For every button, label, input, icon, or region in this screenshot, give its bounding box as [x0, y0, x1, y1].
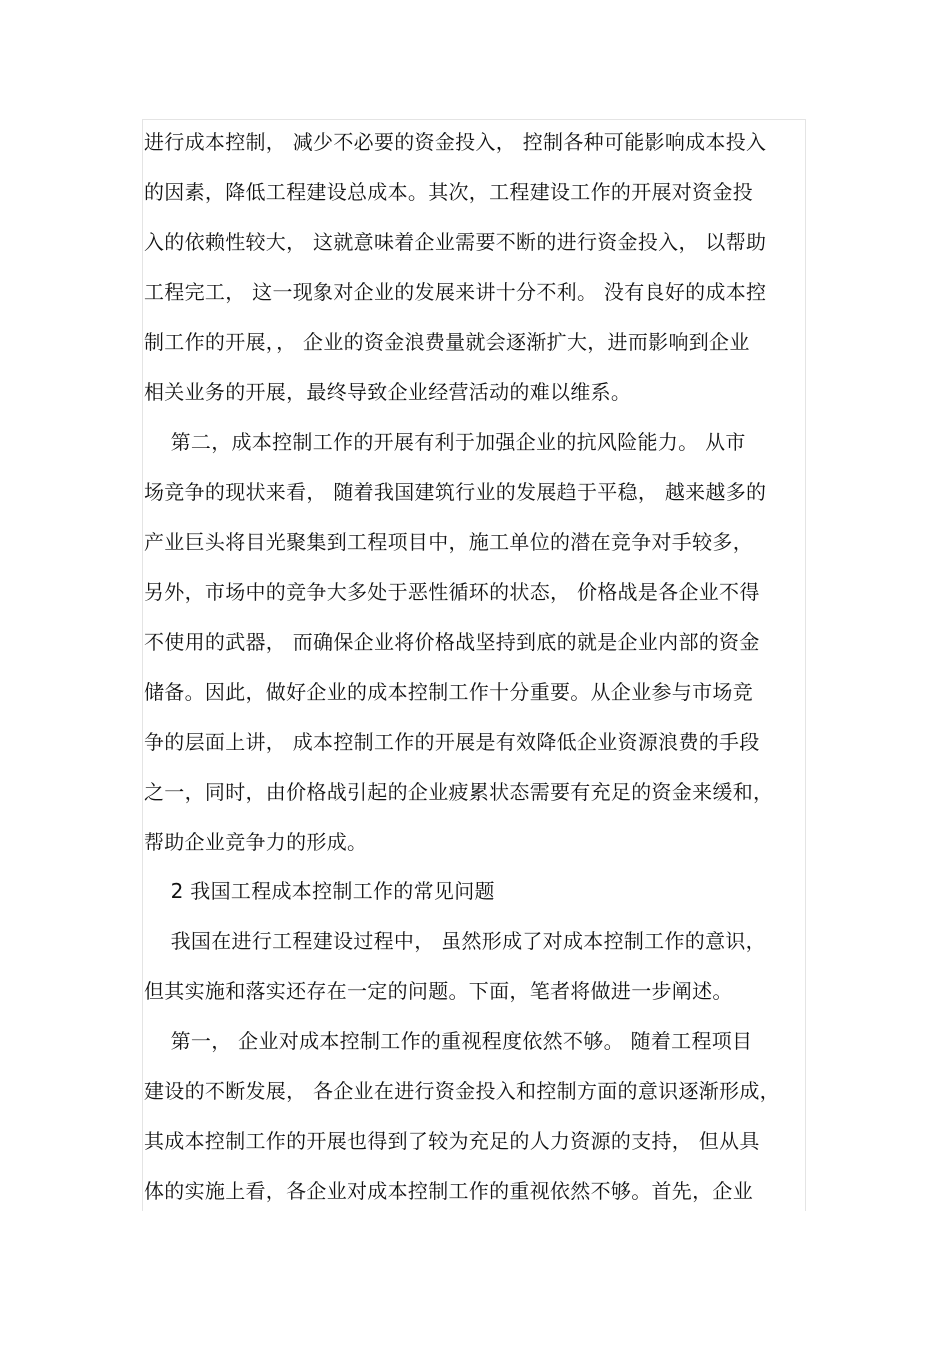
- text-line: 但其实施和落实还存在一定的问题。下面，笔者将做进一步阐述。: [144, 979, 733, 1003]
- text-line: 帮助企业竞争力的形成。: [144, 830, 368, 854]
- text-line: 建设的不断发展， 各企业在进行资金投入和控制方面的意识逐渐形成，: [144, 1079, 780, 1103]
- text-line: 第一， 企业对成本控制工作的重视程度依然不够。 随着工程项目: [144, 1029, 753, 1053]
- text-line: 工程完工， 这一现象对企业的发展来讲十分不利。 没有良好的成本控: [144, 280, 767, 304]
- text-line: 体的实施上看，各企业对成本控制工作的重视依然不够。首先，企业: [144, 1179, 753, 1203]
- text-line: 之一，同时，由价格战引起的企业疲累状态需要有充足的资金来缓和，: [144, 780, 774, 804]
- text-line: 制工作的开展，， 企业的资金浪费量就会逐渐扩大，进而影响到企业: [144, 330, 750, 354]
- text-line: 不使用的武器， 而确保企业将价格战坚持到底的就是企业内部的资金: [144, 630, 760, 654]
- text-line: 其成本控制工作的开展也得到了较为充足的人力资源的支持， 但从具: [144, 1129, 760, 1153]
- text-line: 入的依赖性较大， 这就意味着企业需要不断的进行资金投入， 以帮助: [144, 230, 767, 254]
- text-line: 的因素，降低工程建设总成本。其次，工程建设工作的开展对资金投: [144, 180, 753, 204]
- text-line: 相关业务的开展，最终导致企业经营活动的难以维系。: [144, 380, 632, 404]
- text-line: 第二，成本控制工作的开展有利于加强企业的抗风险能力。 从市: [144, 430, 746, 454]
- text-line: 场竞争的现状来看， 随着我国建筑行业的发展趋于平稳， 越来越多的: [144, 480, 767, 504]
- text-line: 进行成本控制， 减少不必要的资金投入， 控制各种可能影响成本投入: [144, 130, 767, 154]
- section-heading: 2 我国工程成本控制工作的常见问题: [144, 879, 495, 903]
- text-line: 储备。因此，做好企业的成本控制工作十分重要。从企业参与市场竞: [144, 680, 753, 704]
- text-line: 争的层面上讲， 成本控制工作的开展是有效降低企业资源浪费的手段: [144, 730, 760, 754]
- text-line: 我国在进行工程建设过程中， 虽然形成了对成本控制工作的意识，: [144, 929, 766, 953]
- text-line: 产业巨头将目光聚集到工程项目中，施工单位的潜在竞争对手较多，: [144, 530, 753, 554]
- text-line: 另外，市场中的竞争大多处于恶性循环的状态， 价格战是各企业不得: [144, 580, 760, 604]
